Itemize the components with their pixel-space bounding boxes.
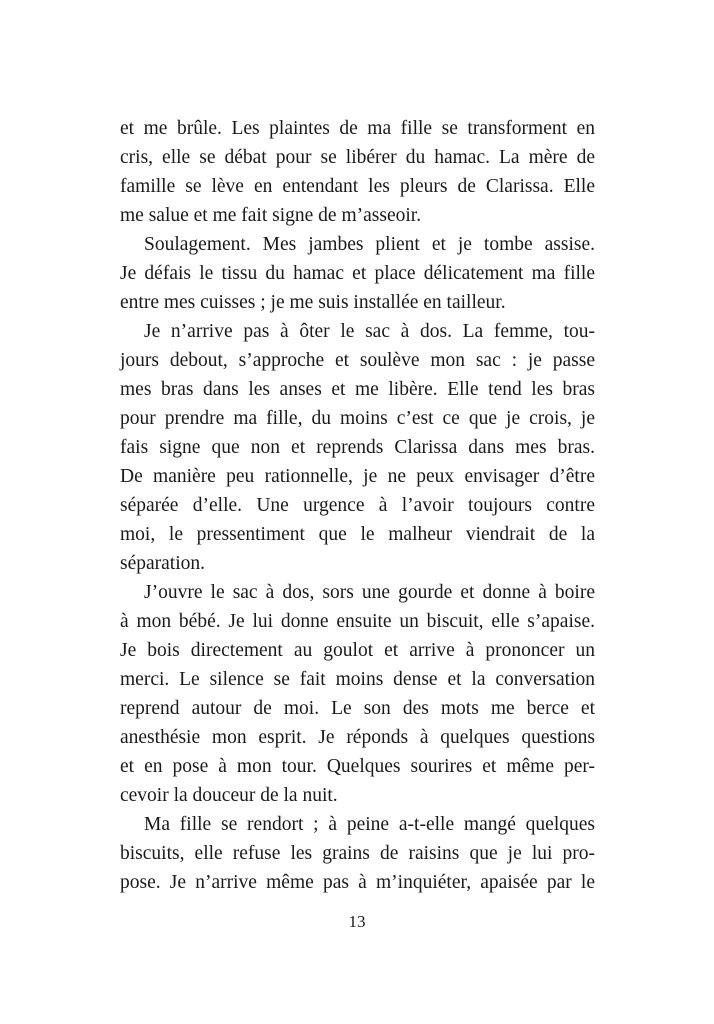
- text-line: pose. Je n’arrive même pas à m’inquiéter, apaisée par le: [120, 872, 595, 893]
- paragraph: [120, 578, 595, 810]
- text-line: me salue et me fait signe de m’asseoir.: [120, 205, 422, 226]
- text-line: et en pose à mon tour. Quelques sourires et même per-: [120, 756, 595, 777]
- text-line: Je bois directement au goulot et arrive à prononcer un: [120, 640, 595, 661]
- text-line: cris, elle se débat pour se libérer du hamac. La mère de: [120, 147, 595, 168]
- text-line: merci. Le silence se fait moins dense et la conversation: [120, 669, 595, 690]
- text-line: famille se lève en entendant les pleurs de Clarissa. Elle: [120, 176, 595, 197]
- text-line: jours debout, s’approche et soulève mon sac : je passe: [120, 350, 595, 371]
- text-line: séparation.: [120, 553, 206, 574]
- text-line: séparée d’elle. Une urgence à l’avoir toujours contre: [120, 495, 595, 516]
- text-line: Soulagement. Mes jambes plient et je tombe assise.: [144, 234, 595, 255]
- text-line: moi, le pressentiment que le malheur viendrait de la: [120, 524, 595, 545]
- text-line: Je défais le tissu du hamac et place délicatement ma fille: [120, 263, 595, 284]
- text-line: et me brûle. Les plaintes de ma fille se transforment en: [120, 118, 595, 139]
- text-line: pour prendre ma fille, du moins c’est ce que je crois, je: [120, 408, 595, 429]
- text-line: fais signe que non et reprends Clarissa dans mes bras.: [120, 437, 595, 458]
- text-line: anesthésie mon esprit. Je réponds à quelques questions: [120, 727, 595, 748]
- text-line: reprend autour de moi. Le son des mots me berce et: [120, 698, 595, 719]
- page-body: [120, 114, 595, 897]
- text-line: Je n’arrive pas à ôter le sac à dos. La femme, tou-: [144, 321, 595, 342]
- paragraph: [120, 317, 595, 578]
- text-line: biscuits, elle refuse les grains de raisins que je lui pro-: [120, 843, 595, 864]
- text-line: De manière peu rationnelle, je ne peux envisager d’être: [120, 466, 595, 487]
- text-line: Ma fille se rendort ; à peine a-t-elle mangé quelques: [144, 814, 595, 835]
- text-line: entre mes cuisses ; je me suis installée en tailleur.: [120, 292, 506, 313]
- paragraph: [120, 810, 595, 897]
- text-line: J’ouvre le sac à dos, sors une gourde et donne à boire: [144, 582, 595, 603]
- text-line: à mon bébé. Je lui donne ensuite un biscuit, elle s’apaise.: [120, 611, 595, 632]
- text-line: cevoir la douceur de la nuit.: [120, 785, 338, 806]
- page-number: 13: [348, 912, 366, 931]
- text-line: mes bras dans les anses et me libère. Elle tend les bras: [120, 379, 595, 400]
- paragraph: [120, 230, 595, 317]
- paragraph: [120, 114, 595, 230]
